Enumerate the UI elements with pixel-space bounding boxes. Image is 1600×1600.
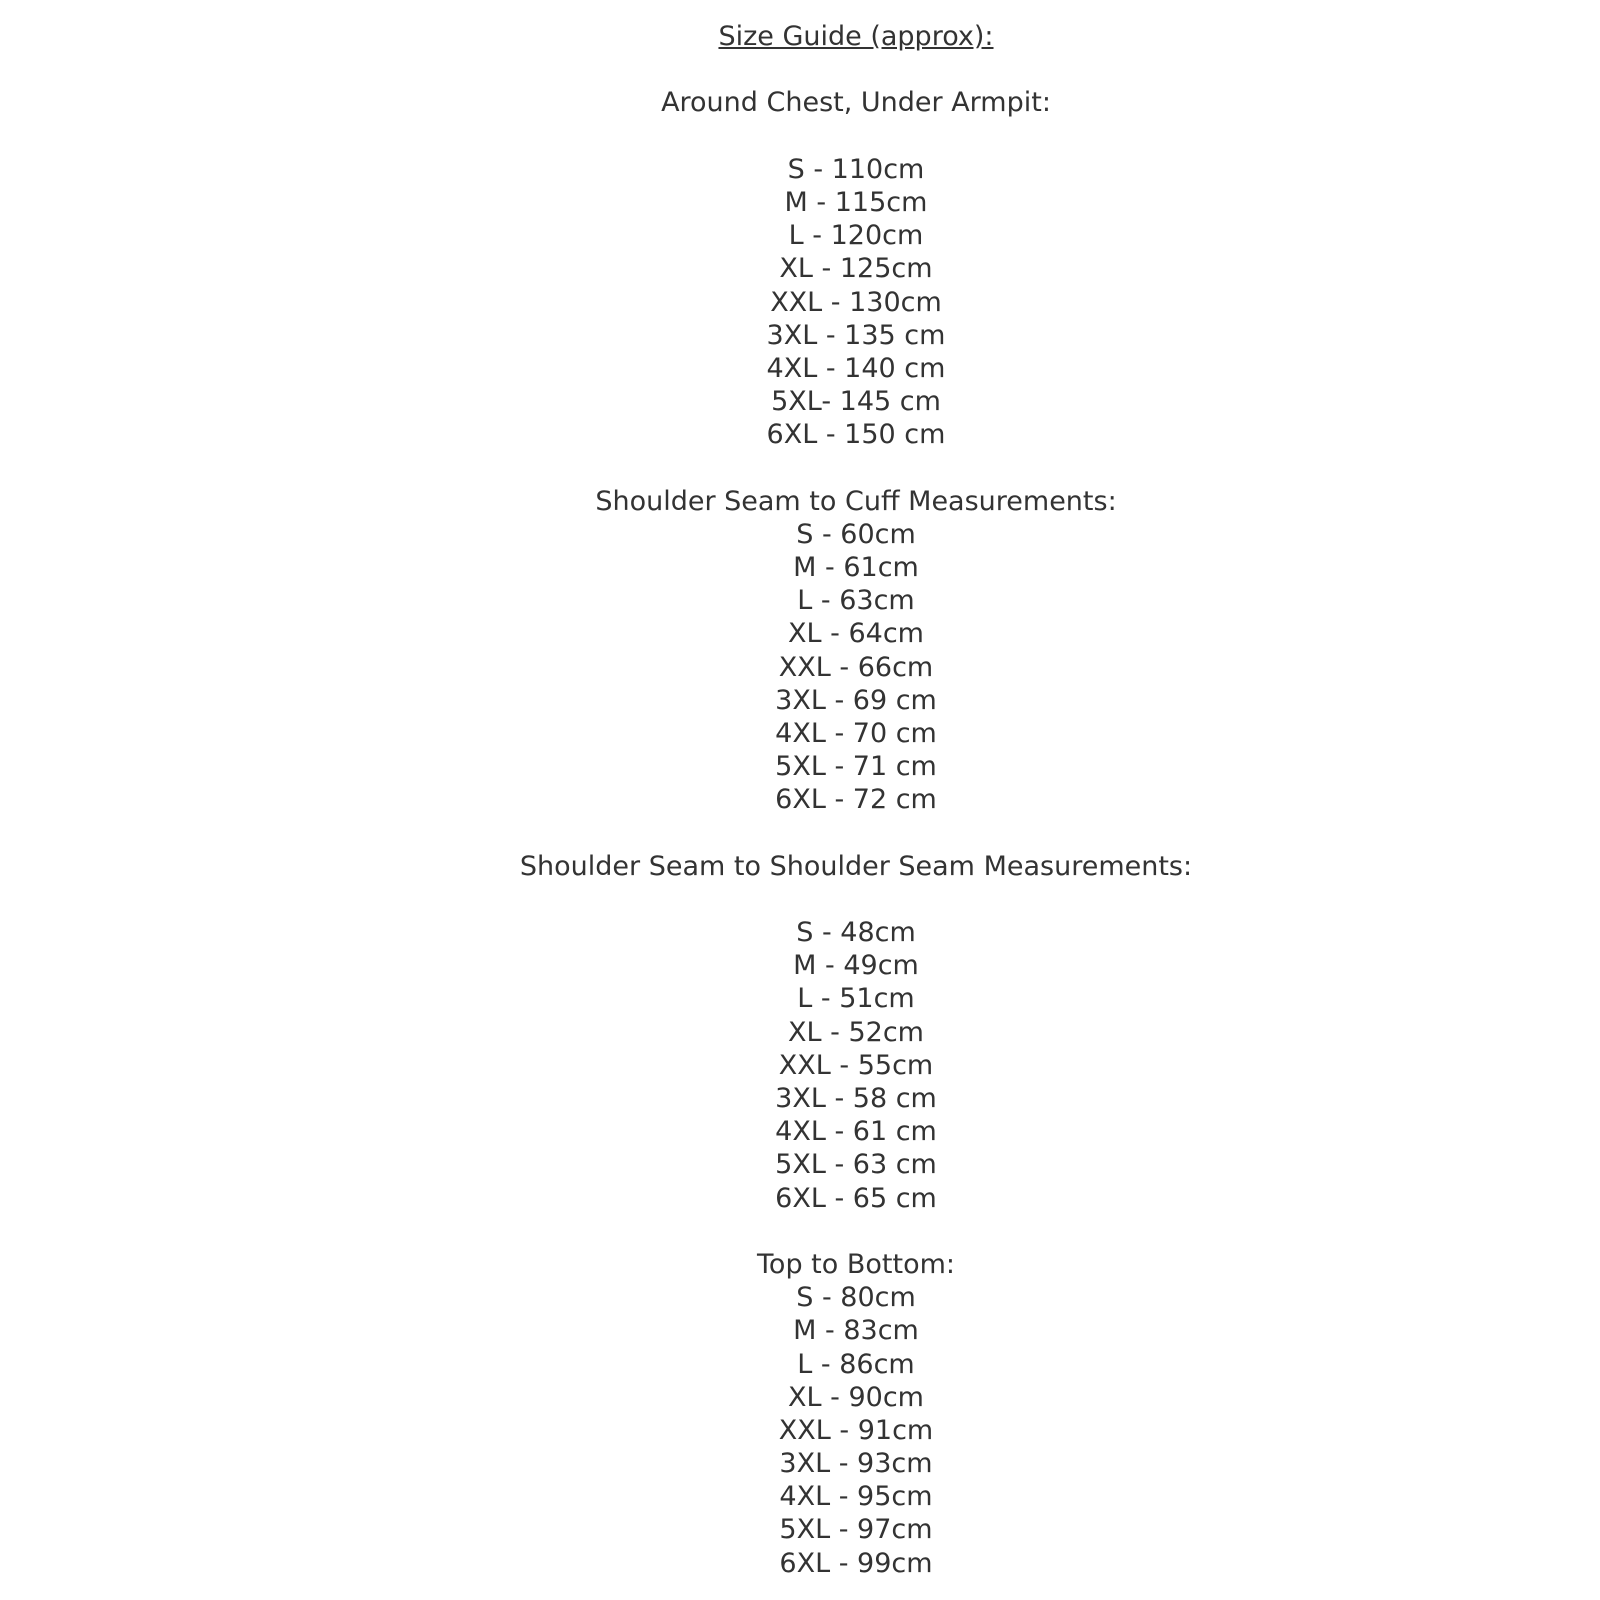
section-heading: Shoulder Seam to Shoulder Seam Measurements: [519,850,1193,882]
size-row: XXL - 130cm [770,286,942,318]
size-row: L - 86cm [797,1348,915,1380]
size-row: 6XL - 72 cm [775,784,937,816]
size-row: 5XL - 63 cm [775,1149,937,1181]
size-row: 4XL - 95cm [779,1481,933,1513]
size-row: 3XL - 93cm [779,1448,933,1480]
size-row: 5XL- 145 cm [771,386,941,418]
size-row: 4XL - 140 cm [766,352,946,384]
blank-line [112,1215,1600,1248]
section-shoulder-to-cuff [112,485,1600,817]
size-row: 3XL - 58 cm [775,1083,937,1114]
size-row: 5XL - 97cm [779,1514,933,1546]
size-row: 4XL - 61 cm [775,1116,937,1148]
section-shoulder-to-shoulder [112,850,1600,1215]
section-heading: Top to Bottom: [757,1248,955,1280]
blank-line [112,53,1600,86]
size-row: L - 63cm [797,585,915,617]
size-row: 6XL - 150 cm [766,419,946,451]
size-row: XXL - 66cm [778,651,934,683]
size-row: S - 48cm [796,917,916,949]
size-row: M - 49cm [793,950,919,982]
size-row: L - 120cm [788,220,924,252]
size-row: XL - 125cm [779,253,933,285]
blank-line [112,883,1600,916]
size-row: 6XL - 99cm [779,1547,933,1579]
size-row: XL - 64cm [788,618,924,650]
size-row: L - 51cm [797,983,915,1015]
blank-line [112,120,1600,153]
section-around-chest [112,86,1600,451]
size-row: M - 115cm [784,186,928,218]
section-heading: Shoulder Seam to Cuff Measurements: [595,485,1117,517]
size-row: 4XL - 70 cm [775,717,937,749]
size-row: 6XL - 65 cm [775,1182,937,1214]
section-top-to-bottom [112,1248,1600,1580]
blank-line [112,817,1600,850]
size-row: 5XL - 71 cm [775,751,937,783]
size-row: XL - 52cm [788,1016,924,1048]
section-heading: Around Chest, Under Armpit: [661,87,1051,119]
size-row: XL - 90cm [788,1381,924,1413]
size-row: 3XL - 69 cm [775,684,937,716]
blank-line [112,451,1600,484]
size-row: S - 60cm [796,518,916,550]
size-guide-title: Size Guide (approx): [718,21,994,52]
size-row: 3XL - 135 cm [766,319,946,351]
size-row: S - 80cm [796,1282,916,1314]
size-row: XXL - 91cm [778,1414,934,1446]
size-row: M - 61cm [793,552,919,583]
size-row: M - 83cm [793,1315,919,1347]
size-row: S - 110cm [787,153,925,185]
size-row: XXL - 55cm [778,1049,934,1081]
